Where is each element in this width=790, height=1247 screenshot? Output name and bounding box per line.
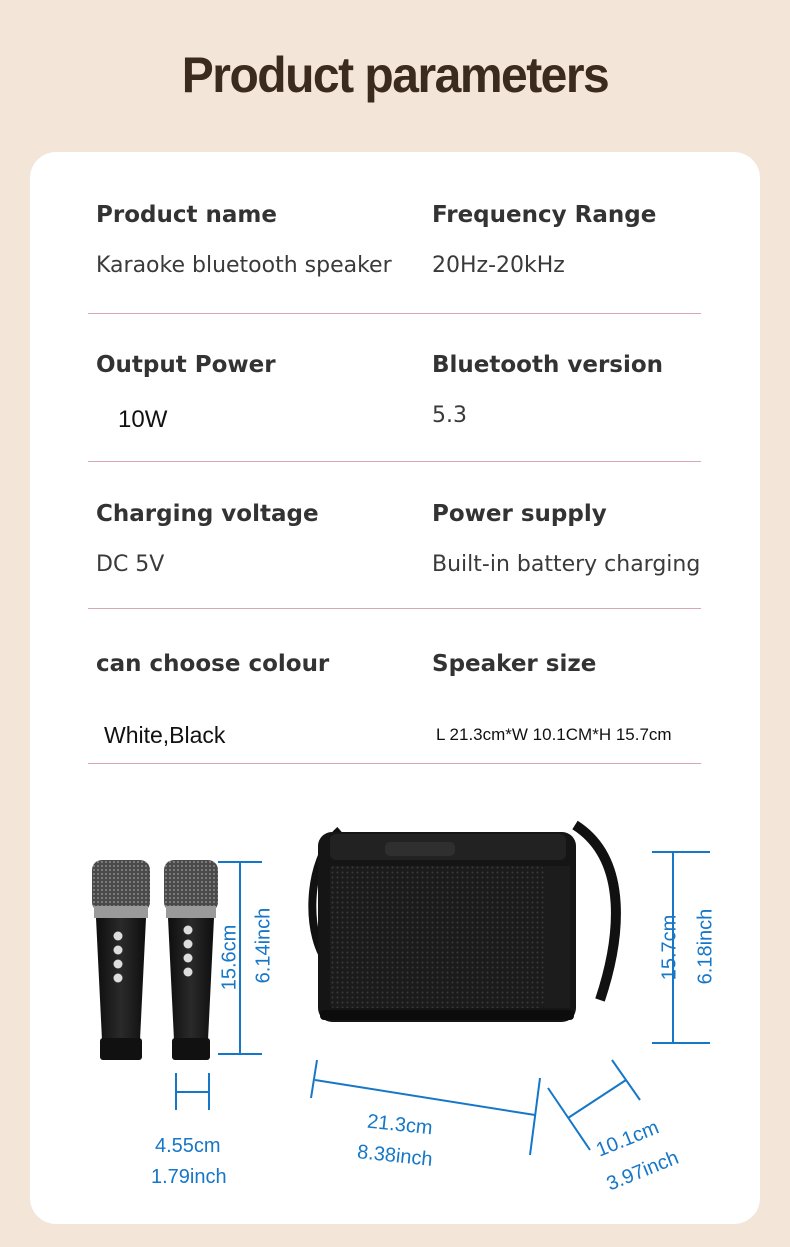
page-title: Product parameters [181, 47, 609, 104]
charging-voltage-value: DC 5V [96, 552, 165, 577]
speaker-height-inch-label: 6.18inch [694, 908, 717, 985]
microphone-right [164, 860, 218, 1060]
product-name-label: Product name [96, 202, 277, 228]
product-name-value: Karaoke bluetooth speaker [96, 253, 392, 278]
speaker-depth-cm-label: 10.1cm [593, 1116, 663, 1162]
mic-height-inch-label: 6.14inch [252, 907, 275, 984]
output-power-value: 10W [118, 406, 168, 433]
power-supply-value: Built-in battery charging [432, 552, 701, 577]
power-supply-label: Power supply [432, 501, 607, 527]
bluetooth-version-label: Bluetooth version [432, 352, 664, 378]
speaker-depth-inch-label: 3.97inch [603, 1146, 682, 1196]
speaker [312, 825, 616, 1022]
mic-width-cm-label: 4.55cm [155, 1135, 221, 1157]
speaker-size-value: L 21.3cm*W 10.1CM*H 15.7cm [436, 725, 672, 744]
output-power-label: Output Power [96, 352, 276, 378]
colour-value: White,Black [104, 722, 226, 748]
bluetooth-version-value: 5.3 [432, 403, 467, 428]
frequency-range-label: Frequency Range [432, 202, 657, 228]
speaker-size-label: Speaker size [432, 651, 597, 677]
charging-voltage-label: Charging voltage [96, 501, 319, 527]
mic-width-inch-label: 1.79inch [151, 1166, 227, 1188]
speaker-height-cm-label: 15.7cm [658, 914, 681, 981]
speaker-length-inch-label: 8.38inch [356, 1141, 434, 1171]
colour-label: can choose colour [96, 651, 330, 677]
frequency-range-value: 20Hz-20kHz [432, 253, 565, 278]
mic-height-cm-label: 15.6cm [218, 924, 241, 991]
speaker-length-cm-label: 21.3cm [366, 1110, 434, 1140]
microphone-left [92, 860, 150, 1060]
